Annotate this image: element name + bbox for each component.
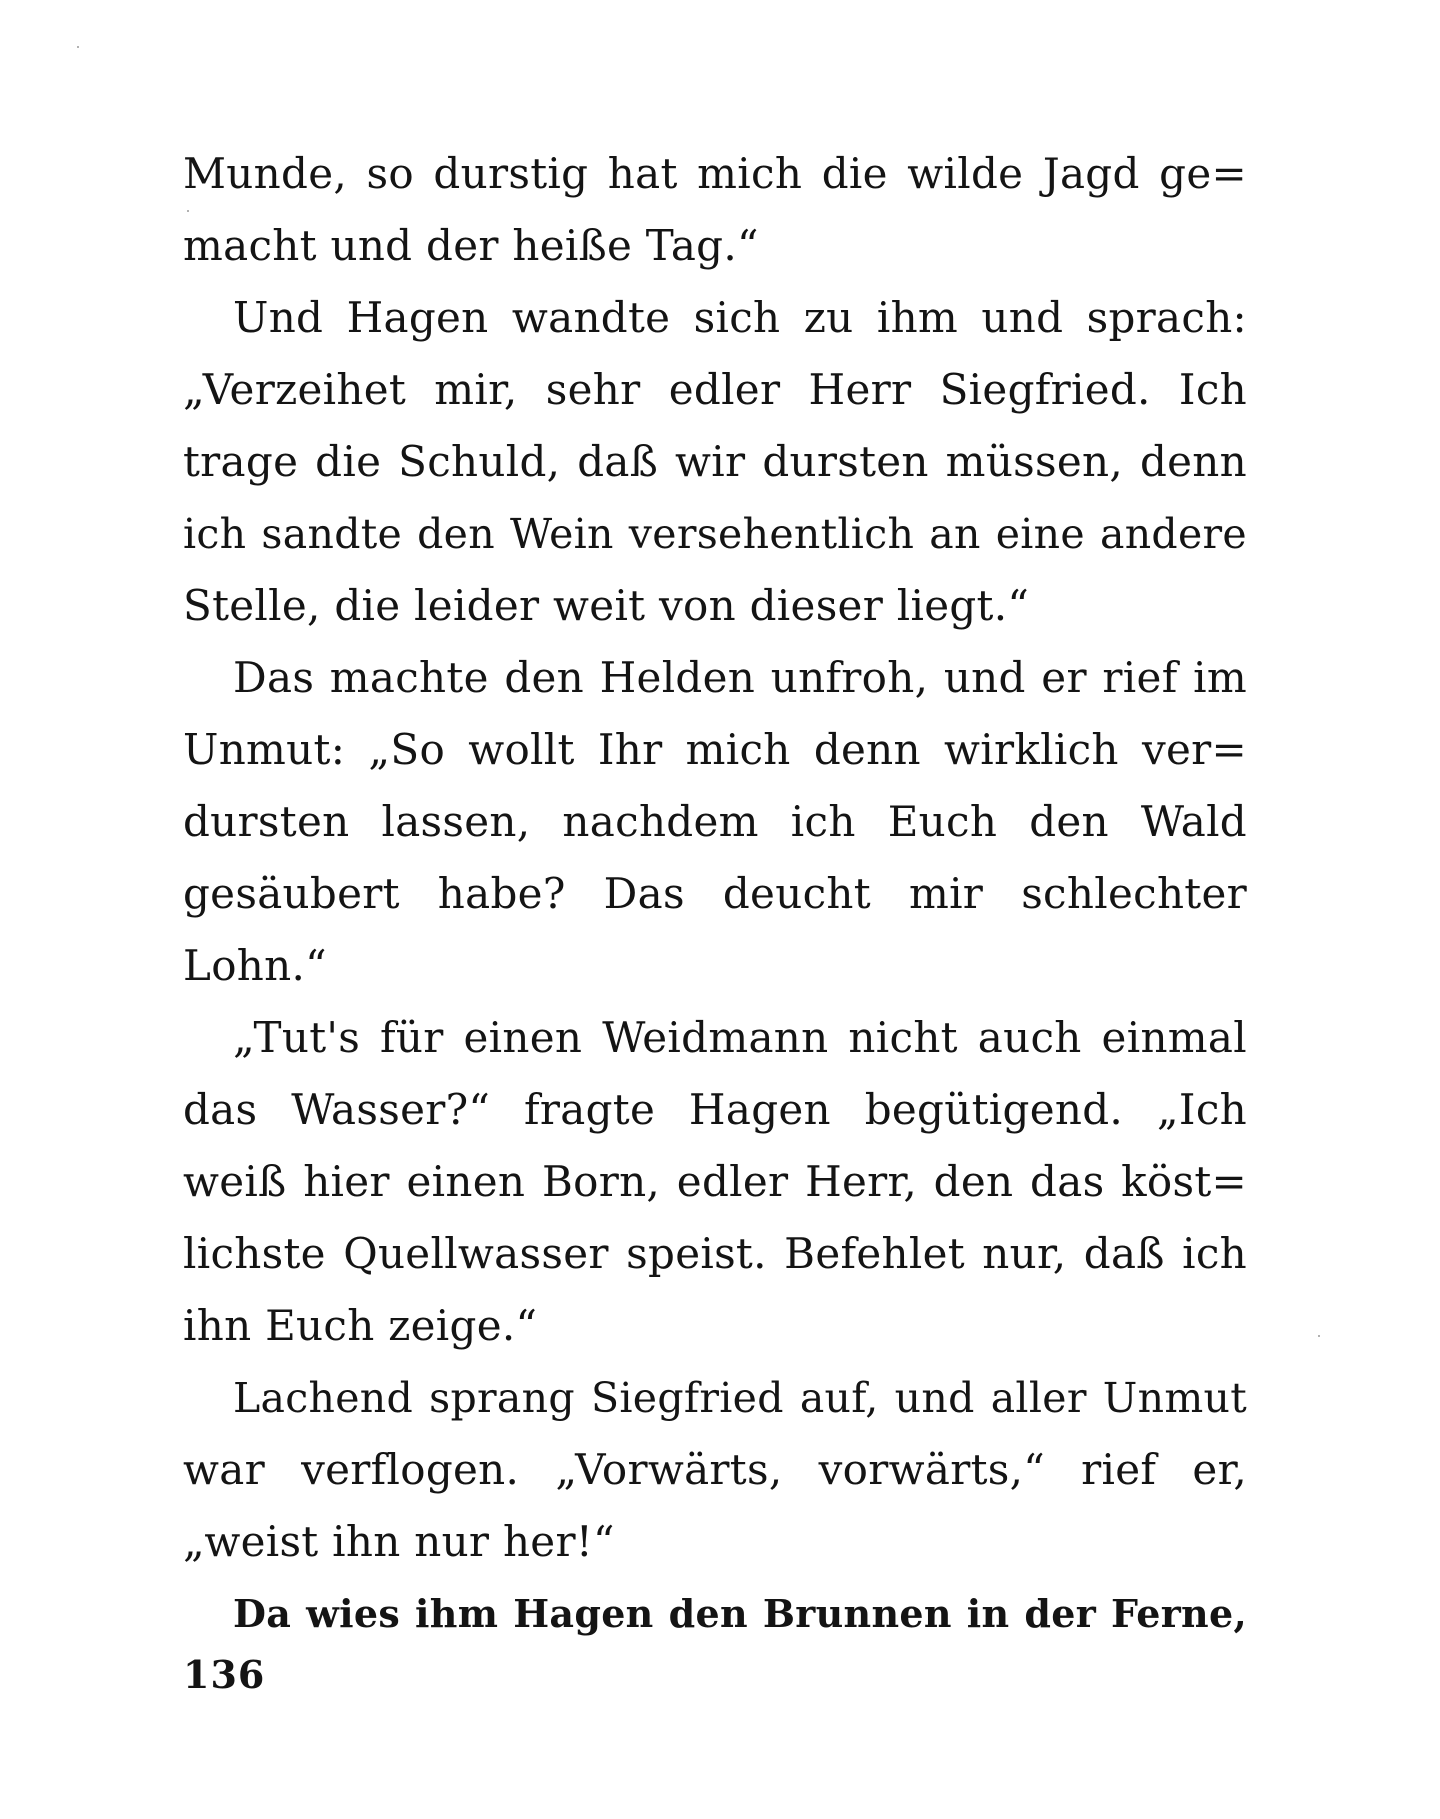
text-line: „weist ihn nur her!“ [183, 1517, 615, 1566]
text-line: ich sandte den Wein versehentlich an eine andere [183, 510, 1247, 558]
text-line: gesäubert habe? Das deucht mir schlechter [183, 869, 1247, 918]
text-line: Da wies ihm Hagen den Brunnen in der Ferne, [233, 1591, 1247, 1636]
text-line: ihn Euch zeige.“ [183, 1301, 538, 1350]
text-line: dursten lassen, nachdem ich Euch den Wald [183, 797, 1247, 846]
page-number: 136 [183, 1652, 266, 1697]
paper-speck [1318, 1335, 1320, 1337]
text-line: Und Hagen wandte sich zu ihm und sprach: [233, 293, 1247, 342]
text-line: „Tut's für einen Weidmann nicht auch einmal [233, 1013, 1247, 1062]
text-line: Unmut: „So wollt Ihr mich denn wirklich ver= [183, 725, 1247, 774]
text-line: Munde, so durstig hat mich die wilde Jagd ge= [183, 149, 1247, 198]
text-line: macht und der heiße Tag.“ [183, 221, 759, 270]
text-line: das Wasser?“ fragte Hagen begütigend. „Ich [183, 1085, 1247, 1134]
text-line: Stelle, die leider weit von dieser liegt.“ [183, 581, 1030, 630]
paper-speck [77, 46, 79, 48]
text-line: Das machte den Helden unfroh, und er rief im [233, 653, 1247, 702]
text-line: Lohn.“ [183, 941, 327, 990]
text-line: Lachend sprang Siegfried auf, und aller Unmut [233, 1374, 1247, 1422]
text-line: lichste Quellwasser speist. Befehlet nur, daß ich [183, 1229, 1247, 1278]
text-line: „Verzeihet mir, sehr edler Herr Siegfried. Ich [183, 365, 1247, 414]
body-text [183, 138, 1247, 1650]
text-line: trage die Schuld, daß wir dursten müssen, denn [183, 437, 1247, 486]
text-line: weiß hier einen Born, edler Herr, den das köst= [183, 1157, 1247, 1206]
text-line: war verflogen. „Vorwärts, vorwärts,“ rief er, [183, 1445, 1247, 1494]
